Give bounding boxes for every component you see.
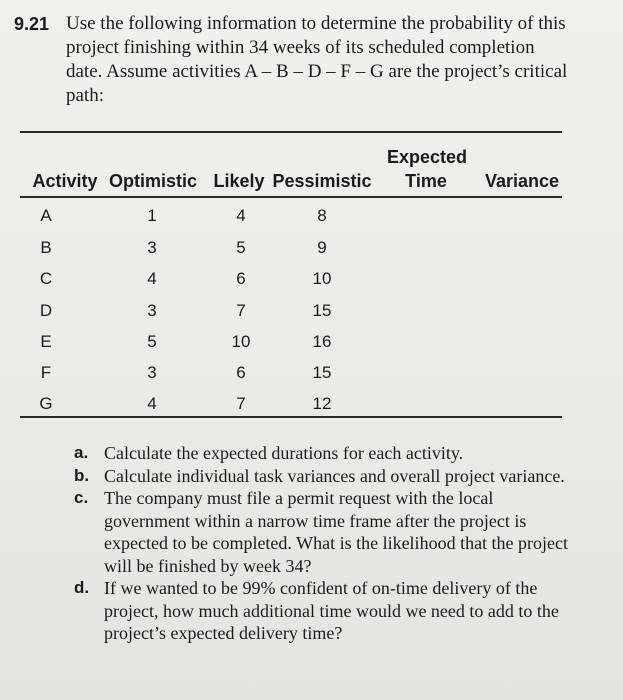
question-text: Calculate individual task variances and overall project variance. bbox=[104, 465, 565, 486]
cell-activity: E bbox=[40, 332, 52, 351]
problem-number: 9.21 bbox=[14, 14, 50, 34]
cell-likely: 10 bbox=[231, 332, 251, 351]
cell-optimistic: 1 bbox=[147, 206, 157, 225]
question-label: c. bbox=[74, 488, 89, 507]
cell-activity: A bbox=[40, 206, 52, 225]
question-d bbox=[74, 577, 574, 645]
table-top-rule bbox=[20, 131, 562, 133]
cell-optimistic: 3 bbox=[147, 301, 157, 320]
header-optimistic: Optimistic bbox=[108, 171, 197, 191]
cell-pessimistic: 15 bbox=[312, 363, 332, 382]
header-time: Time bbox=[405, 171, 447, 191]
header-expected: Expected bbox=[386, 147, 468, 167]
question-label: d. bbox=[74, 578, 90, 597]
question-text: The company must file a permit request with the local government within a narrow time frame after the project is expected to be completed. What is the likelihood that the project will be finished by week 34? bbox=[104, 488, 569, 576]
problem-text: Use the following information to determine the probability of this project finishing within 34 weeks of its scheduled completion date. Assume activities A – B – D – F – G are the project’s critical path: bbox=[66, 13, 568, 106]
cell-optimistic: 5 bbox=[147, 332, 157, 351]
header-rule bbox=[20, 196, 562, 198]
cell-likely: 6 bbox=[236, 269, 246, 288]
cell-activity: G bbox=[39, 394, 53, 413]
question-list bbox=[74, 442, 574, 645]
cell-likely: 6 bbox=[236, 363, 246, 382]
cell-pessimistic: 12 bbox=[312, 394, 332, 413]
cell-optimistic: 3 bbox=[147, 238, 157, 257]
cell-likely: 7 bbox=[236, 394, 246, 413]
cell-likely: 5 bbox=[236, 238, 246, 257]
cell-activity: C bbox=[39, 269, 53, 288]
header-pessimistic: Pessimistic bbox=[272, 171, 372, 191]
cell-optimistic: 4 bbox=[147, 394, 157, 413]
cell-pessimistic: 15 bbox=[312, 301, 332, 320]
cell-activity: D bbox=[39, 301, 53, 320]
cell-activity: F bbox=[40, 363, 52, 382]
question-text: If we wanted to be 99% confident of on-time delivery of the project, how much additional time would we need to add to the project’s expected delivery time? bbox=[104, 578, 559, 643]
cell-likely: 4 bbox=[236, 206, 246, 225]
cell-optimistic: 4 bbox=[147, 269, 157, 288]
cell-activity: B bbox=[40, 238, 52, 257]
problem-statement bbox=[14, 12, 574, 108]
table-bottom-rule bbox=[20, 416, 562, 418]
cell-likely: 7 bbox=[236, 301, 246, 320]
question-text: Calculate the expected durations for each activity. bbox=[104, 443, 464, 463]
cell-optimistic: 3 bbox=[147, 363, 157, 382]
cell-pessimistic: 9 bbox=[317, 238, 327, 257]
cell-pessimistic: 16 bbox=[312, 332, 332, 351]
question-b bbox=[74, 465, 574, 488]
cell-pessimistic: 8 bbox=[317, 206, 327, 225]
header-likely: Likely bbox=[213, 171, 265, 191]
cell-pessimistic: 10 bbox=[312, 269, 332, 288]
question-label: a. bbox=[74, 443, 89, 462]
header-activity: Activity bbox=[32, 171, 98, 191]
question-label: b. bbox=[74, 465, 90, 485]
header-variance: Variance bbox=[484, 171, 560, 191]
question-c bbox=[74, 487, 574, 577]
question-a bbox=[74, 442, 574, 465]
